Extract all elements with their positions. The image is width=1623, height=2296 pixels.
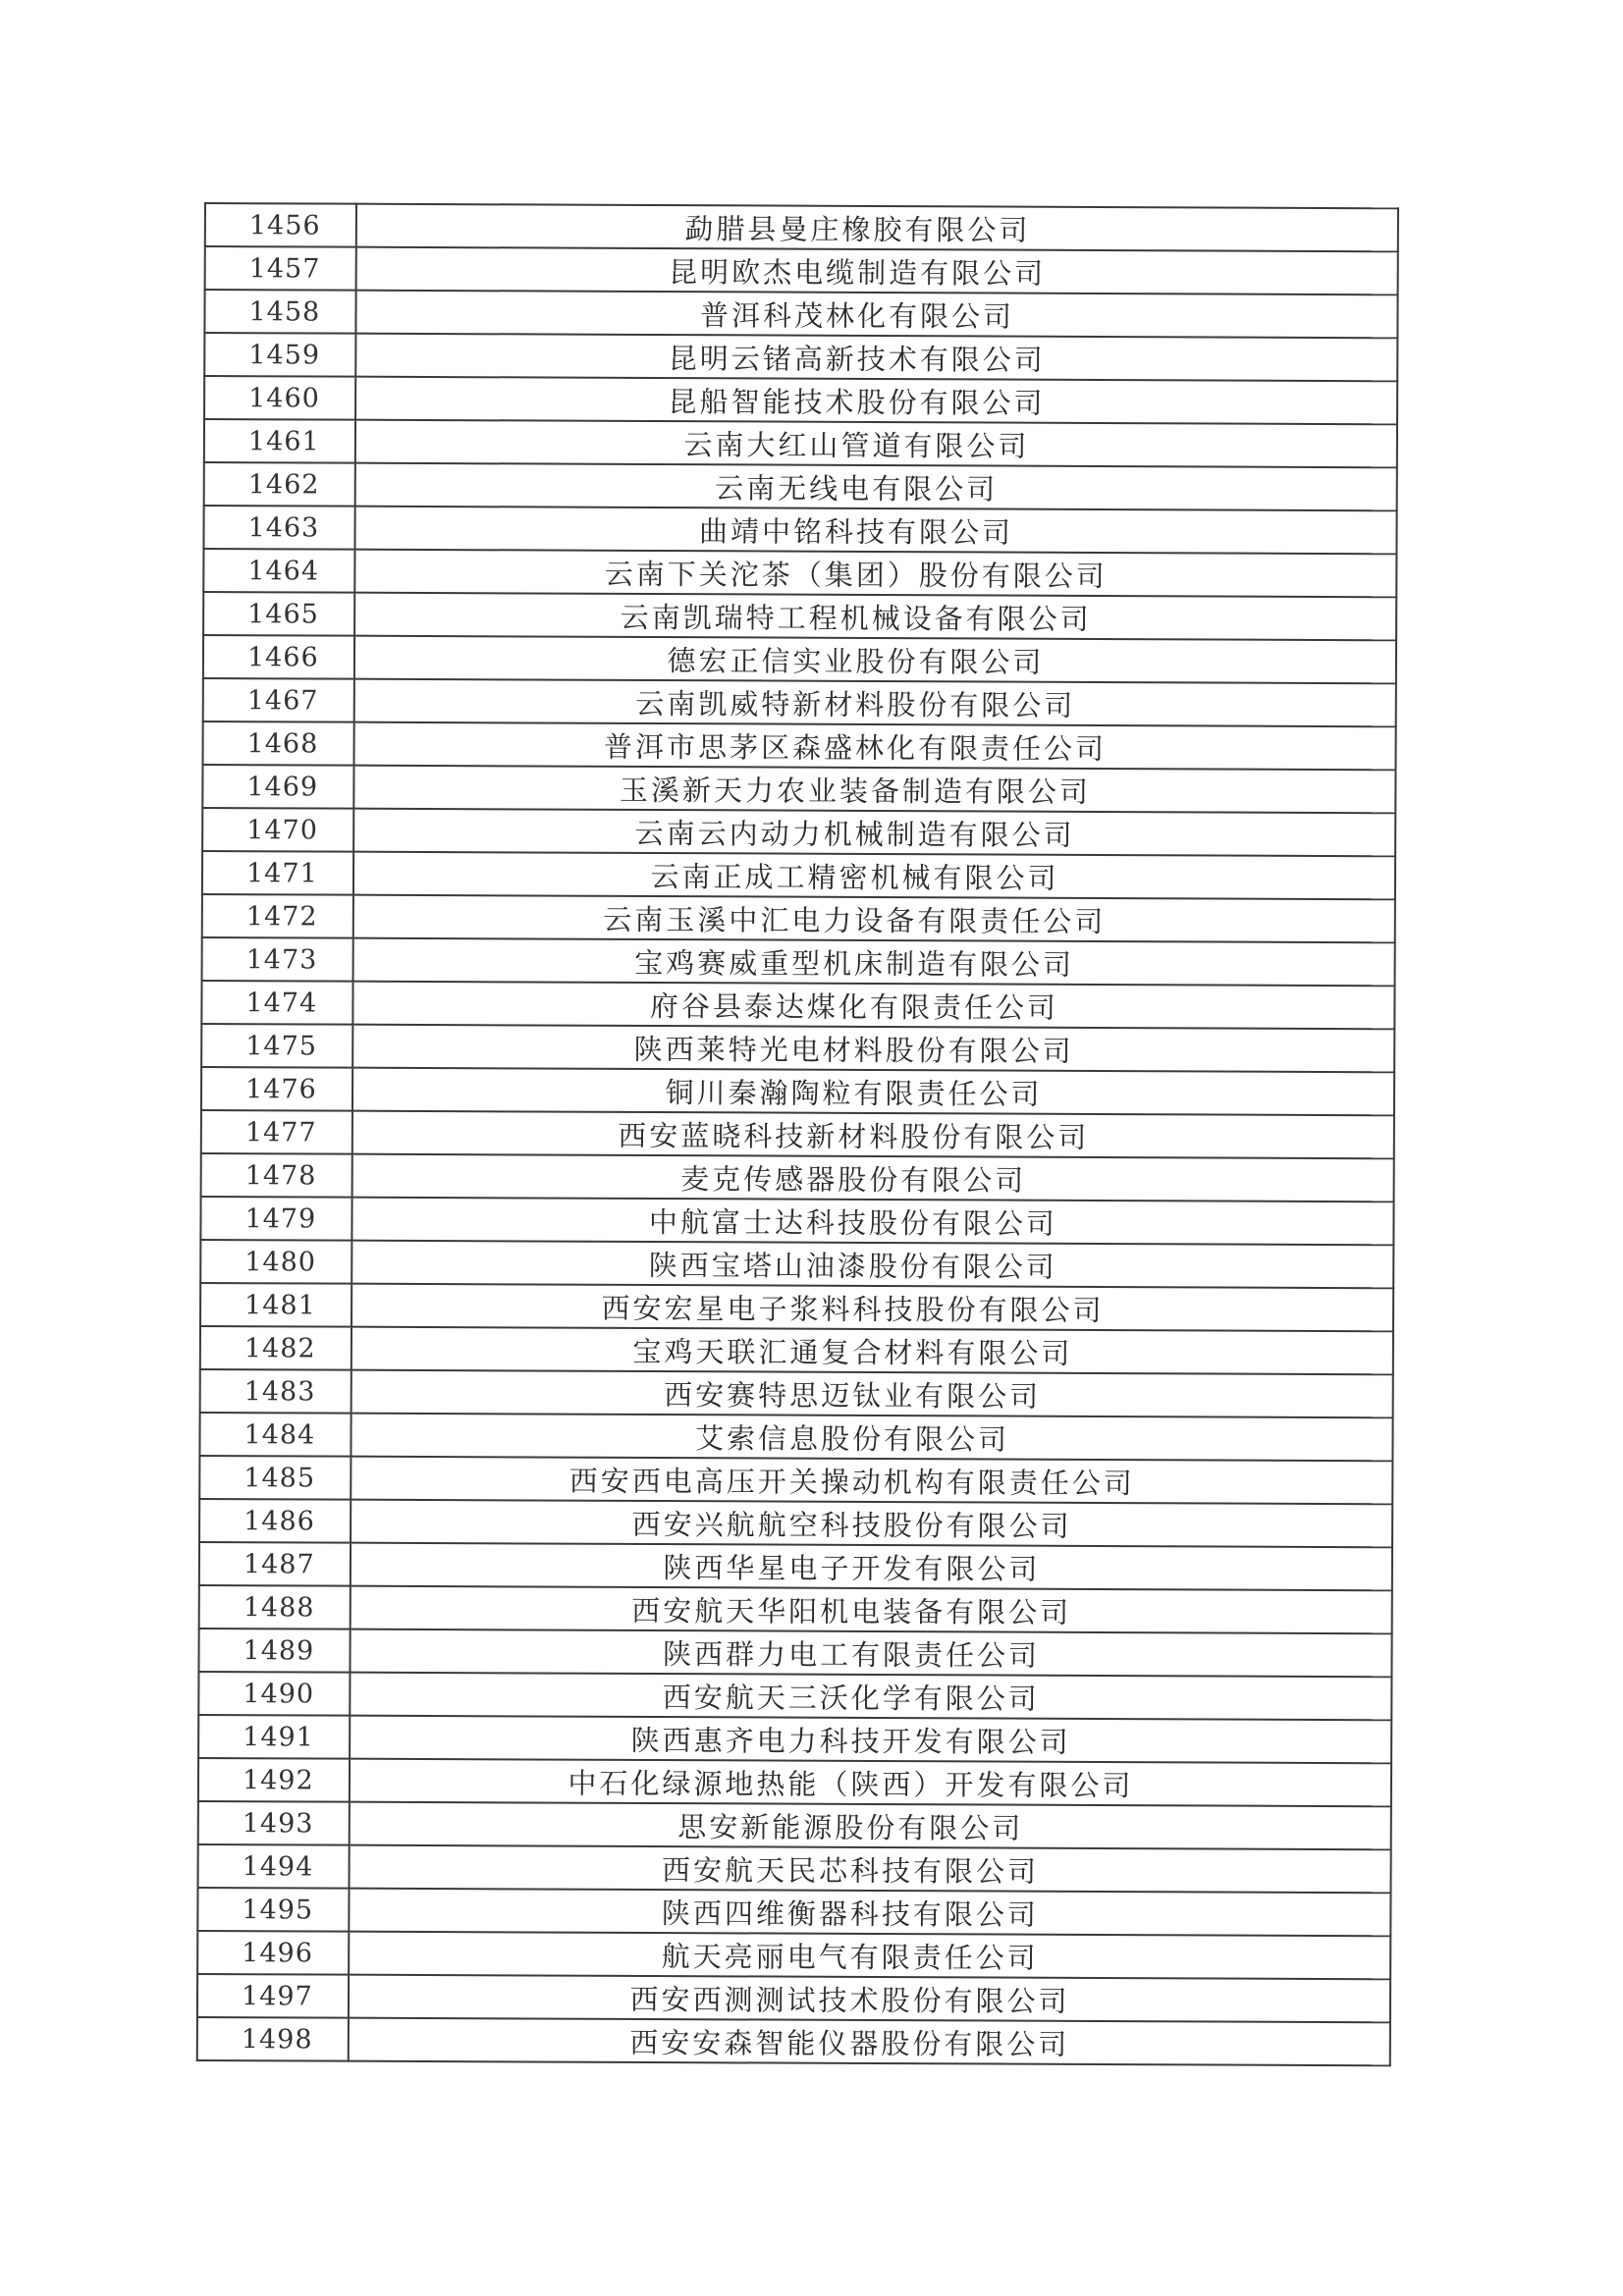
row-number: 1492 [198, 1758, 350, 1802]
row-number: 1457 [205, 246, 356, 291]
table-row [198, 1801, 1391, 1849]
row-number: 1484 [199, 1413, 351, 1457]
company-name: 德宏正信实业股份有限公司 [354, 636, 1396, 684]
company-name: 西安航天华阳机电装备有限公司 [351, 1586, 1392, 1634]
table-body [197, 203, 1398, 2065]
table-row [203, 635, 1396, 683]
company-name: 麦克传感器股份有限公司 [352, 1154, 1394, 1202]
company-name: 云南云内动力机械制造有限公司 [353, 809, 1395, 857]
company-list-table [196, 202, 1399, 2066]
company-name: 陕西四维衡器科技有限公司 [349, 1889, 1390, 1937]
row-number: 1481 [200, 1283, 352, 1327]
row-number: 1461 [204, 419, 355, 463]
table-row [204, 333, 1397, 381]
company-name: 云南大红山管道有限公司 [355, 420, 1397, 468]
table-row [199, 1456, 1392, 1504]
row-number: 1475 [201, 1024, 352, 1068]
table-row [203, 678, 1396, 726]
table-row [197, 1888, 1390, 1936]
row-number: 1467 [203, 678, 354, 722]
row-number: 1489 [198, 1629, 350, 1673]
company-name: 思安新能源股份有限公司 [350, 1802, 1391, 1850]
row-number: 1479 [200, 1197, 352, 1241]
row-number: 1469 [202, 765, 353, 809]
row-number: 1487 [199, 1542, 351, 1586]
company-name: 普洱科茂林化有限公司 [355, 291, 1397, 339]
table-row [199, 1413, 1392, 1461]
company-name: 云南正成工精密机械有限公司 [353, 852, 1395, 900]
company-name: 艾索信息股份有限公司 [351, 1414, 1392, 1462]
row-number: 1497 [197, 1974, 349, 2018]
table-row [197, 2017, 1390, 2065]
table-row [199, 1499, 1392, 1547]
table-row [203, 592, 1396, 640]
company-name: 府谷县泰达煤化有限责任公司 [352, 982, 1394, 1030]
table-row [202, 808, 1395, 856]
company-name: 西安航天民芯科技有限公司 [350, 1845, 1391, 1894]
table-row [201, 1024, 1394, 1072]
row-number: 1494 [198, 1844, 350, 1889]
company-name: 航天亮丽电气有限责任公司 [349, 1932, 1390, 1980]
table-row [201, 981, 1394, 1029]
row-number: 1491 [198, 1715, 350, 1759]
company-name: 陕西惠齐电力科技开发有限公司 [350, 1716, 1391, 1764]
company-name: 勐腊县曼庄橡胶有限公司 [356, 204, 1398, 252]
table-row [204, 462, 1397, 510]
row-number: 1468 [202, 721, 353, 766]
company-name: 陕西莱特光电材料股份有限公司 [352, 1025, 1394, 1073]
table-row [200, 1326, 1393, 1374]
row-number: 1458 [204, 290, 355, 334]
table-row [198, 1844, 1391, 1893]
company-name: 普洱市思茅区森盛林化有限责任公司 [353, 722, 1395, 771]
row-number: 1495 [197, 1888, 349, 1932]
row-number: 1490 [198, 1672, 350, 1716]
table-row [198, 1758, 1391, 1806]
row-number: 1470 [202, 808, 353, 852]
row-number: 1465 [203, 592, 354, 636]
table-row [204, 290, 1397, 338]
company-name: 昆明云锗高新技术有限公司 [355, 334, 1397, 382]
company-name: 铜川秦瀚陶粒有限责任公司 [352, 1068, 1394, 1116]
table-row [197, 1931, 1390, 1979]
company-name: 西安宏星电子浆料科技股份有限公司 [352, 1284, 1393, 1332]
company-name: 西安西电高压开关操动机构有限责任公司 [351, 1457, 1392, 1505]
company-name: 宝鸡天联汇通复合材料有限公司 [352, 1327, 1393, 1375]
table-row [203, 549, 1396, 597]
company-name: 云南玉溪中汇电力设备有限责任公司 [353, 895, 1395, 943]
row-number: 1456 [205, 203, 356, 247]
table-row [205, 246, 1398, 294]
company-name: 陕西宝塔山油漆股份有限公司 [352, 1241, 1393, 1289]
table-row [200, 1240, 1393, 1288]
company-name: 玉溪新天力农业装备制造有限公司 [353, 766, 1395, 814]
row-number: 1480 [200, 1240, 352, 1284]
row-number: 1478 [201, 1153, 352, 1198]
table-row [199, 1585, 1392, 1633]
row-number: 1498 [197, 2017, 349, 2061]
company-name: 昆明欧杰电缆制造有限公司 [356, 247, 1398, 295]
table-row [200, 1283, 1393, 1331]
company-name: 云南无线电有限公司 [355, 463, 1397, 511]
company-name: 宝鸡赛威重型机床制造有限公司 [353, 938, 1395, 987]
company-name: 云南凯威特新材料股份有限公司 [354, 679, 1396, 727]
table-row [202, 937, 1395, 986]
row-number: 1488 [199, 1585, 351, 1629]
row-number: 1493 [198, 1801, 350, 1845]
company-name: 曲靖中铭科技有限公司 [354, 507, 1396, 555]
table-row [202, 851, 1395, 899]
table-row [198, 1715, 1391, 1763]
row-number: 1473 [202, 937, 353, 982]
table-row [203, 506, 1396, 554]
company-name: 西安安森智能仪器股份有限公司 [349, 2018, 1390, 2066]
row-number: 1482 [200, 1326, 352, 1370]
row-number: 1486 [199, 1499, 351, 1543]
table-row [198, 1629, 1391, 1677]
table-row [201, 1110, 1394, 1158]
table-row [204, 419, 1397, 467]
table-row [200, 1197, 1393, 1245]
company-name: 西安航天三沃化学有限公司 [350, 1673, 1391, 1721]
row-number: 1460 [204, 376, 355, 420]
company-name: 西安赛特思迈钛业有限公司 [352, 1370, 1393, 1418]
row-number: 1464 [203, 549, 354, 593]
table-row [197, 1974, 1390, 2022]
company-name: 西安兴航航空科技股份有限公司 [351, 1500, 1392, 1548]
company-name: 云南凯瑞特工程机械设备有限公司 [354, 593, 1396, 641]
row-number: 1496 [197, 1931, 349, 1975]
row-number: 1466 [203, 635, 354, 679]
row-number: 1483 [200, 1369, 352, 1414]
row-number: 1462 [204, 462, 355, 507]
table-row [201, 1153, 1394, 1201]
table-row [202, 765, 1395, 813]
row-number: 1485 [199, 1456, 351, 1500]
row-number: 1474 [201, 981, 352, 1025]
table-row [200, 1369, 1393, 1417]
row-number: 1471 [202, 851, 353, 895]
company-name: 西安蓝晓科技新材料股份有限公司 [352, 1111, 1394, 1159]
row-number: 1472 [202, 894, 353, 938]
company-name: 西安西测测试技术股份有限公司 [349, 1975, 1390, 2023]
table-row [199, 1542, 1392, 1590]
table-row [202, 894, 1395, 942]
company-name: 陕西群力电工有限责任公司 [350, 1629, 1391, 1678]
row-number: 1476 [201, 1067, 352, 1111]
table-row [202, 721, 1395, 770]
company-name: 陕西华星电子开发有限公司 [351, 1543, 1392, 1591]
row-number: 1463 [203, 506, 354, 550]
company-name: 中石化绿源地热能（陕西）开发有限公司 [350, 1759, 1391, 1807]
row-number: 1477 [201, 1110, 352, 1154]
company-name: 云南下关沱茶（集团）股份有限公司 [354, 550, 1396, 598]
company-name: 中航富士达科技股份有限公司 [352, 1198, 1393, 1246]
table-row [198, 1672, 1391, 1720]
table-row [204, 376, 1397, 424]
table-row [205, 203, 1398, 251]
row-number: 1459 [204, 333, 355, 377]
company-name: 昆船智能技术股份有限公司 [355, 377, 1397, 425]
table-row [201, 1067, 1394, 1115]
